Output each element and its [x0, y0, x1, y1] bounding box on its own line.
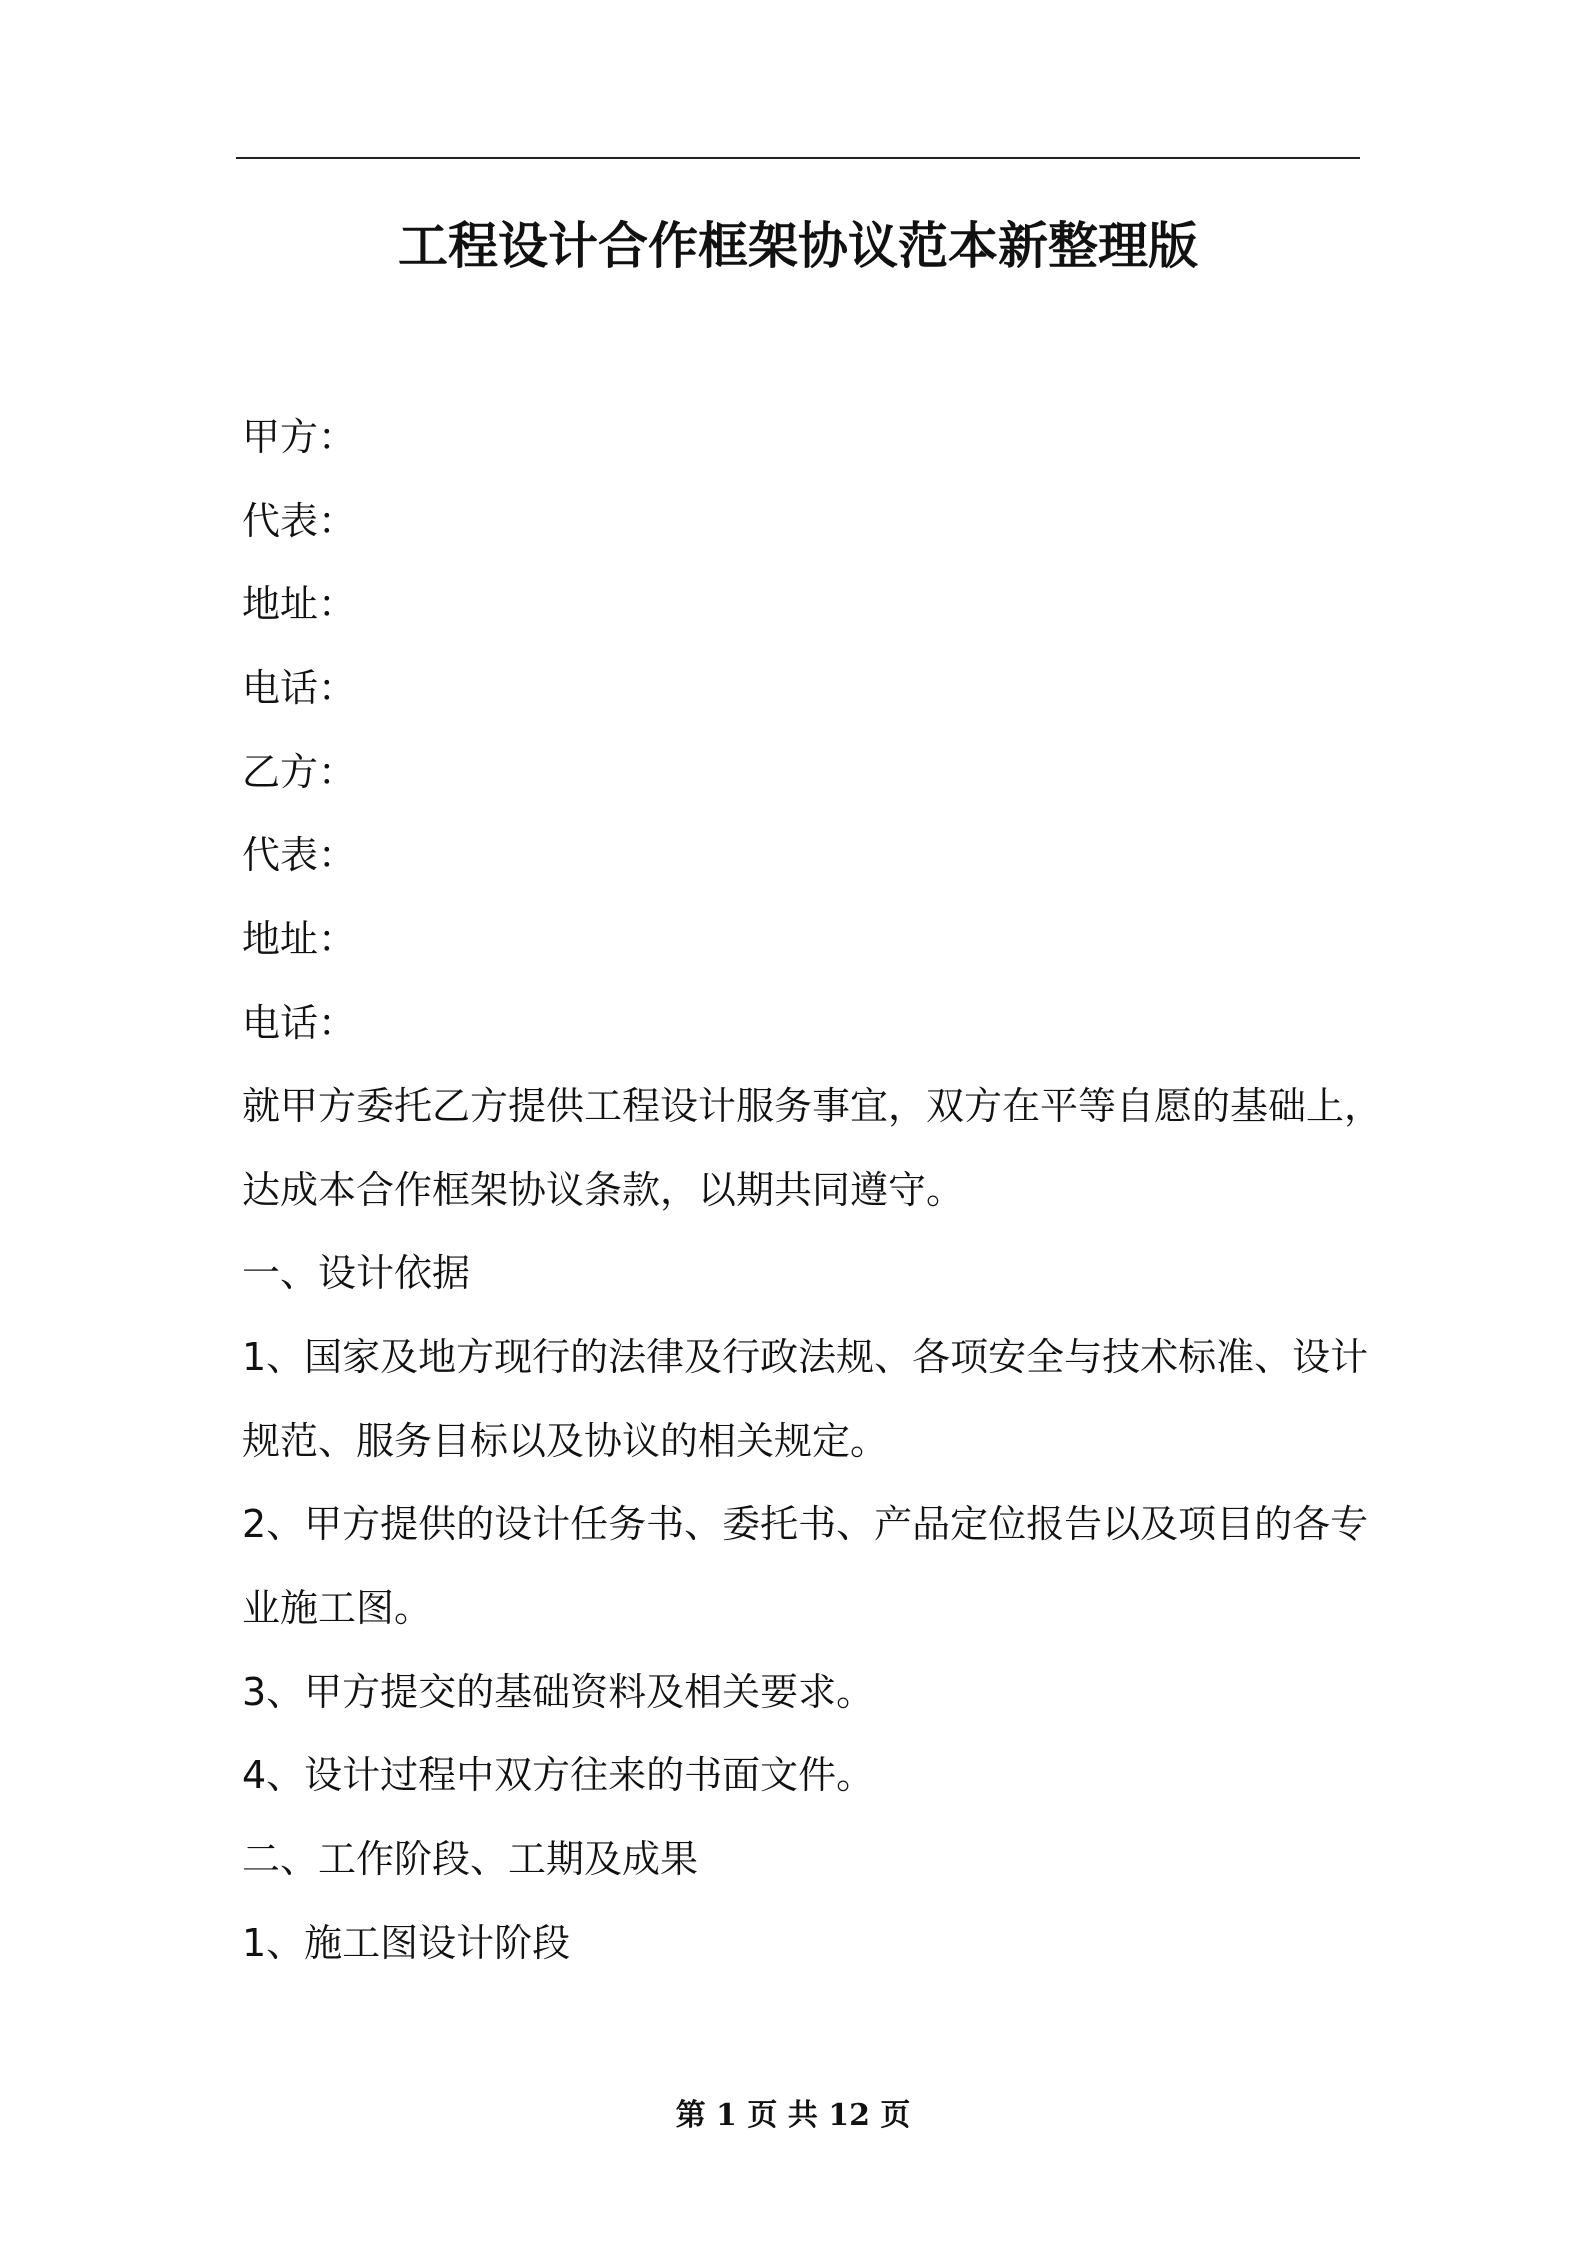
header-rule [236, 157, 1360, 159]
document-title: 工程设计合作框架协议范本新整理版 [398, 217, 1198, 275]
page-number-footer: 第 1 页 共 12 页 [675, 2098, 911, 2133]
list-item: 3、甲方提交的基础资料及相关要求。 [242, 1670, 875, 1714]
party-a-representative-label: 代表： [242, 499, 357, 543]
party-a-label: 甲方： [242, 415, 357, 459]
party-b-address-label: 地址： [242, 917, 357, 961]
party-b-phone-label: 电话： [242, 1001, 357, 1045]
party-a-phone-label: 电话： [242, 666, 357, 710]
list-item: 4、设计过程中双方往来的书面文件。 [242, 1753, 875, 1797]
party-a-address-label: 地址： [242, 582, 357, 626]
list-item: 1、国家及地方现行的法律及行政法规、各项安全与技术标准、设计 [242, 1335, 1369, 1379]
section-heading: 二、工作阶段、工期及成果 [242, 1837, 699, 1881]
preamble-line: 达成本合作框架协议条款，以期共同遵守。 [242, 1168, 965, 1212]
list-item-continuation: 规范、服务目标以及协议的相关规定。 [242, 1419, 889, 1463]
section-heading: 一、设计依据 [242, 1251, 471, 1295]
list-item: 1、施工图设计阶段 [242, 1921, 571, 1965]
party-b-representative-label: 代表： [242, 833, 357, 877]
party-b-label: 乙方： [242, 750, 357, 794]
list-item: 2、甲方提供的设计任务书、委托书、产品定位报告以及项目的各专 [242, 1502, 1369, 1546]
preamble-line: 就甲方委托乙方提供工程设计服务事宜，双方在平等自愿的基础上， [242, 1084, 1383, 1128]
list-item-continuation: 业施工图。 [242, 1586, 433, 1630]
